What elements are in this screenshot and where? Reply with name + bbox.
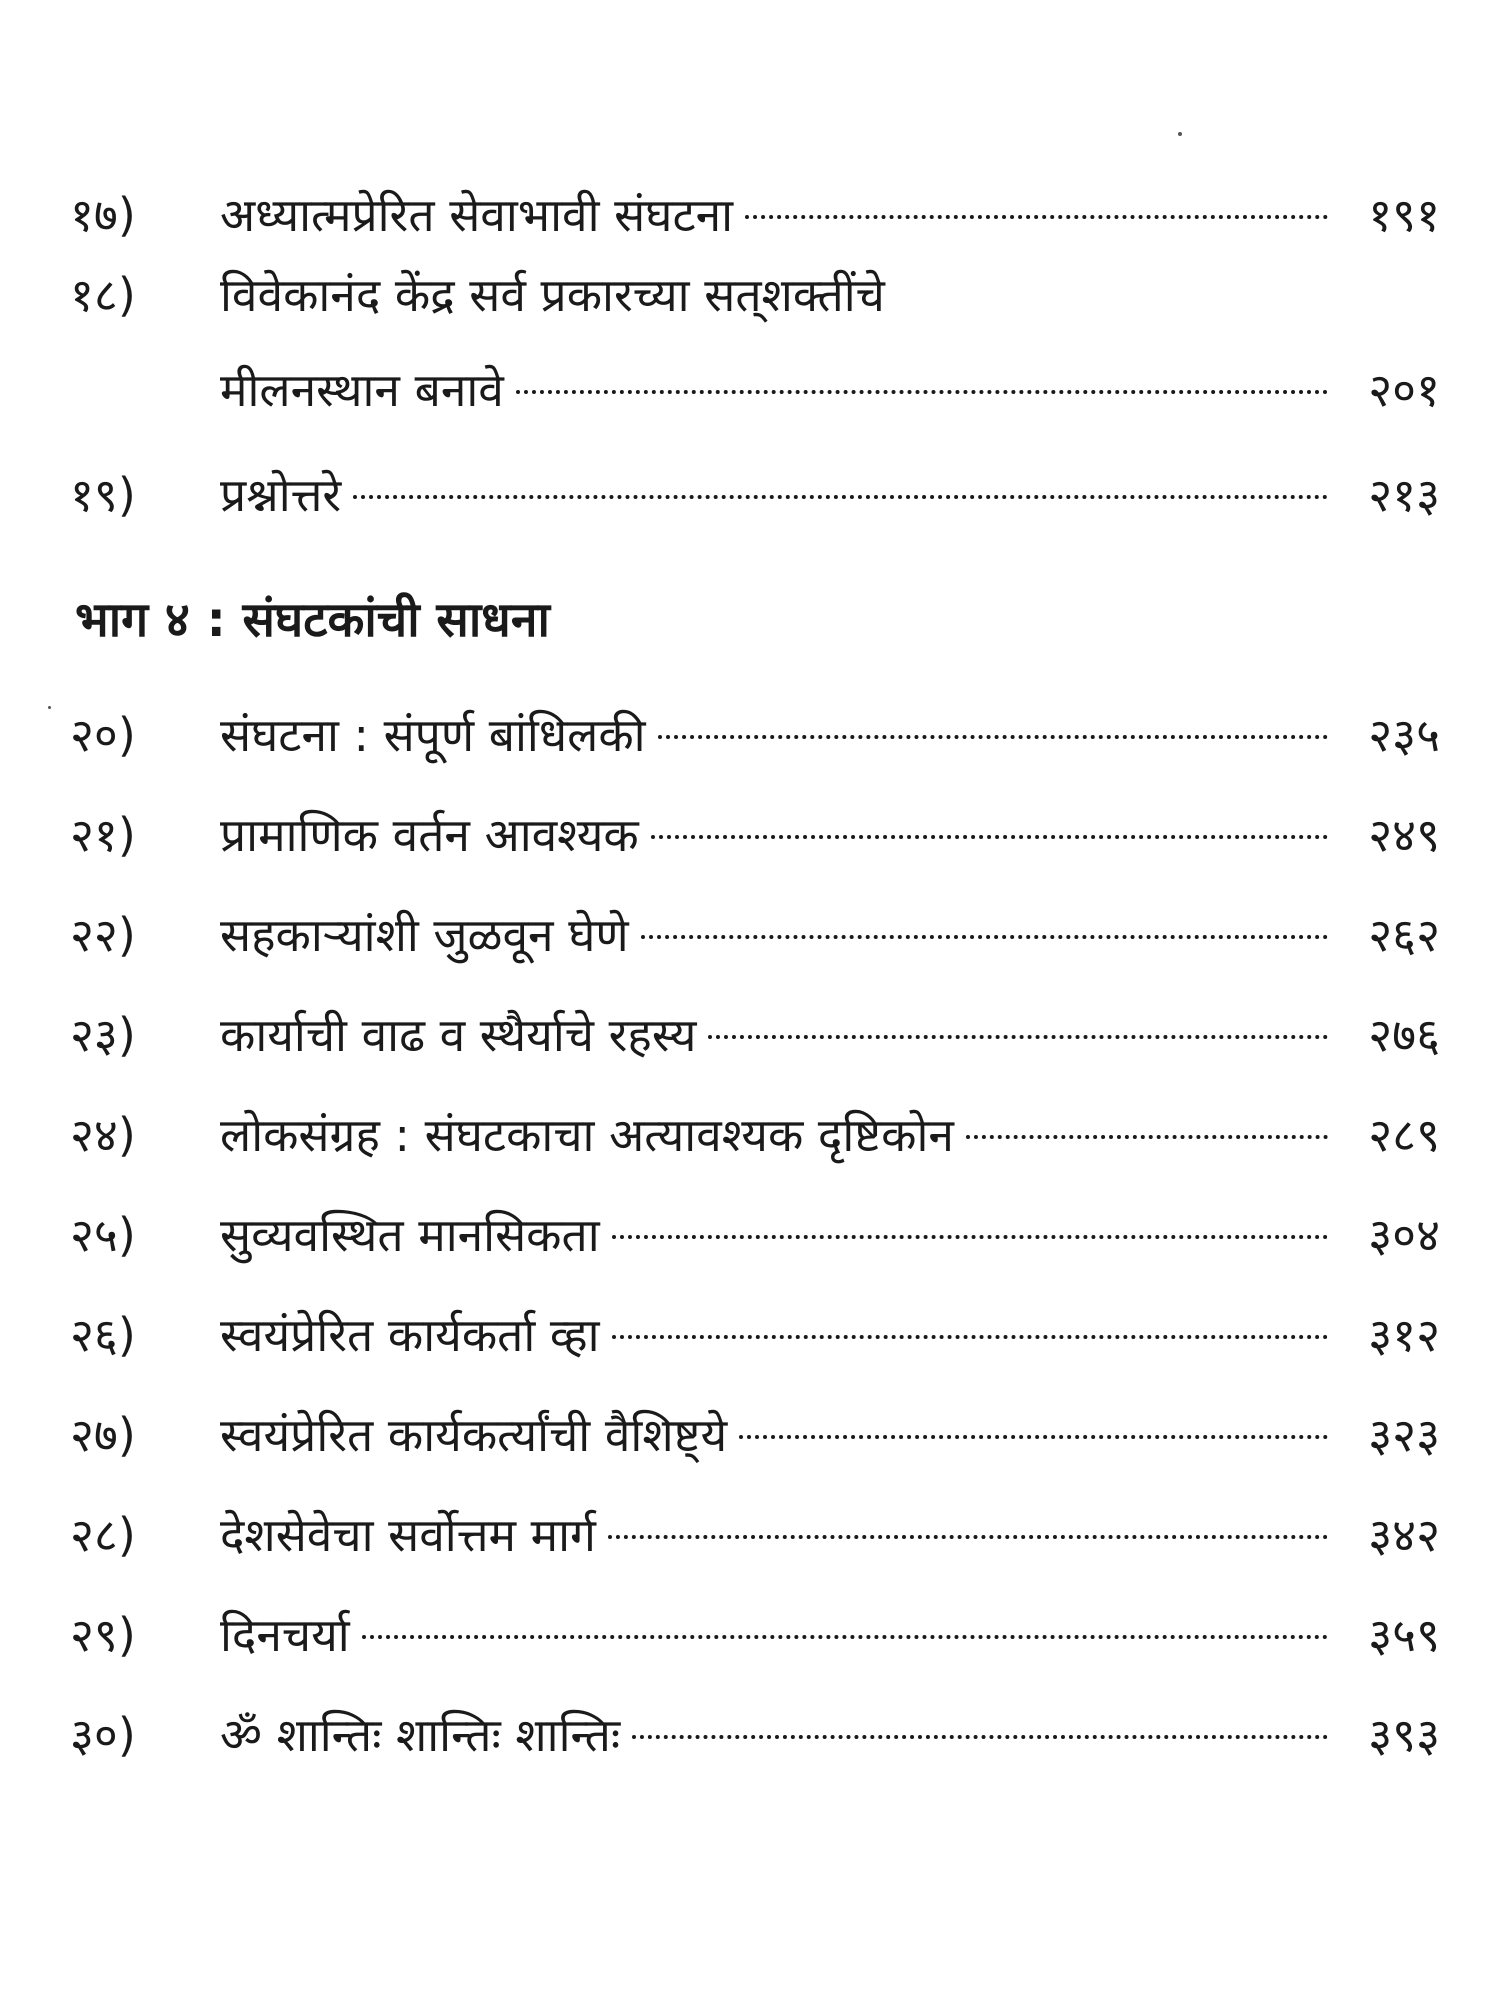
entry-number: १७) bbox=[70, 188, 136, 242]
entry-number: २२) bbox=[70, 908, 136, 962]
entry-title: देशसेवेचा सर्वोत्तम मार्ग bbox=[220, 1508, 596, 1562]
entry-title: ॐ शान्तिः शान्तिः शान्तिः bbox=[220, 1708, 621, 1762]
entry-page-number: १९१ bbox=[1368, 188, 1440, 242]
entry-number: २६) bbox=[70, 1308, 136, 1362]
entry-title: प्रामाणिक वर्तन आवश्यक bbox=[220, 808, 639, 862]
entry-title: स्वयंप्रेरित कार्यकर्ता व्हा bbox=[220, 1308, 600, 1362]
dot-leader bbox=[739, 1435, 1328, 1439]
toc-entry bbox=[70, 1385, 1440, 1485]
entry-title: अध्यात्मप्रेरित सेवाभावी संघटना bbox=[220, 188, 734, 242]
toc-entry bbox=[70, 255, 1440, 335]
toc-entry bbox=[70, 1485, 1440, 1585]
entry-number: ३०) bbox=[70, 1708, 136, 1762]
dot-leader bbox=[641, 935, 1328, 939]
entry-page-number: २४९ bbox=[1368, 808, 1440, 862]
dot-leader bbox=[745, 215, 1328, 219]
toc-entry bbox=[70, 1085, 1440, 1185]
dot-leader bbox=[651, 835, 1328, 839]
toc-entry-continuation bbox=[70, 335, 1440, 445]
dot-leader bbox=[353, 495, 1328, 499]
entry-title: सहकाऱ्यांशी जुळवून घेणे bbox=[220, 908, 629, 962]
entry-page-number: ३१२ bbox=[1368, 1308, 1440, 1362]
entry-number: २४) bbox=[70, 1108, 136, 1162]
dot-leader bbox=[966, 1135, 1328, 1139]
dot-leader bbox=[708, 1035, 1328, 1039]
entry-page-number: २८९ bbox=[1368, 1108, 1440, 1162]
dot-leader bbox=[608, 1535, 1328, 1539]
toc-entry bbox=[70, 1585, 1440, 1685]
toc-entry bbox=[70, 445, 1440, 545]
entry-page-number: ३०४ bbox=[1368, 1208, 1440, 1262]
section-heading: भाग ४ : संघटकांची साधना bbox=[75, 592, 550, 648]
entry-number: १८) bbox=[70, 268, 136, 322]
entry-title: स्वयंप्रेरित कार्यकर्त्यांची वैशिष्ट्ये bbox=[220, 1408, 728, 1462]
entry-page-number: २०१ bbox=[1368, 363, 1440, 417]
toc-entry bbox=[70, 1285, 1440, 1385]
entry-number: १९) bbox=[70, 468, 136, 522]
toc-entry bbox=[70, 985, 1440, 1085]
entry-page-number: २१३ bbox=[1368, 468, 1440, 522]
entry-number: २३) bbox=[70, 1008, 136, 1062]
entry-number: २०) bbox=[70, 708, 136, 762]
entry-title: विवेकानंद केंद्र सर्व प्रकारच्या सत्‌शक्तींचे bbox=[220, 268, 885, 322]
entry-page-number: २३५ bbox=[1368, 708, 1440, 762]
entry-number: २९) bbox=[70, 1608, 136, 1662]
print-speck bbox=[48, 706, 51, 709]
toc-entry bbox=[70, 1685, 1440, 1785]
table-of-contents bbox=[70, 175, 1440, 1785]
dot-leader bbox=[612, 1235, 1328, 1239]
toc-entry bbox=[70, 1185, 1440, 1285]
entry-page-number: ३९३ bbox=[1368, 1708, 1440, 1762]
dot-leader bbox=[658, 735, 1328, 739]
entry-title: दिनचर्या bbox=[220, 1608, 350, 1662]
entry-title: सुव्यवस्थित मानसिकता bbox=[220, 1208, 600, 1262]
entry-title: कार्याची वाढ व स्थैर्याचे रहस्य bbox=[220, 1008, 697, 1062]
print-speck bbox=[1178, 132, 1182, 136]
entry-number: २८) bbox=[70, 1508, 136, 1562]
entry-number: २५) bbox=[70, 1208, 136, 1262]
entry-page-number: ३५९ bbox=[1368, 1608, 1440, 1662]
entry-page-number: २७६ bbox=[1368, 1008, 1440, 1062]
entry-title: लोकसंग्रह : संघटकाचा अत्यावश्यक दृष्टिकोन bbox=[220, 1108, 954, 1162]
dot-leader bbox=[362, 1635, 1328, 1639]
entry-number: २७) bbox=[70, 1408, 136, 1462]
entry-page-number: ३२३ bbox=[1368, 1408, 1440, 1462]
dot-leader bbox=[632, 1735, 1328, 1739]
entry-title: संघटना : संपूर्ण बांधिलकी bbox=[220, 708, 646, 762]
entry-title-continuation: मीलनस्थान बनावे bbox=[220, 363, 504, 417]
toc-entry bbox=[70, 175, 1440, 255]
toc-entry bbox=[70, 785, 1440, 885]
toc-entry bbox=[70, 885, 1440, 985]
entry-page-number: ३४२ bbox=[1368, 1508, 1440, 1562]
entry-page-number: २६२ bbox=[1368, 908, 1440, 962]
dot-leader bbox=[612, 1335, 1328, 1339]
dot-leader bbox=[516, 390, 1328, 394]
toc-entry bbox=[70, 685, 1440, 785]
entry-title: प्रश्नोत्तरे bbox=[220, 468, 342, 522]
entry-number: २१) bbox=[70, 808, 136, 862]
